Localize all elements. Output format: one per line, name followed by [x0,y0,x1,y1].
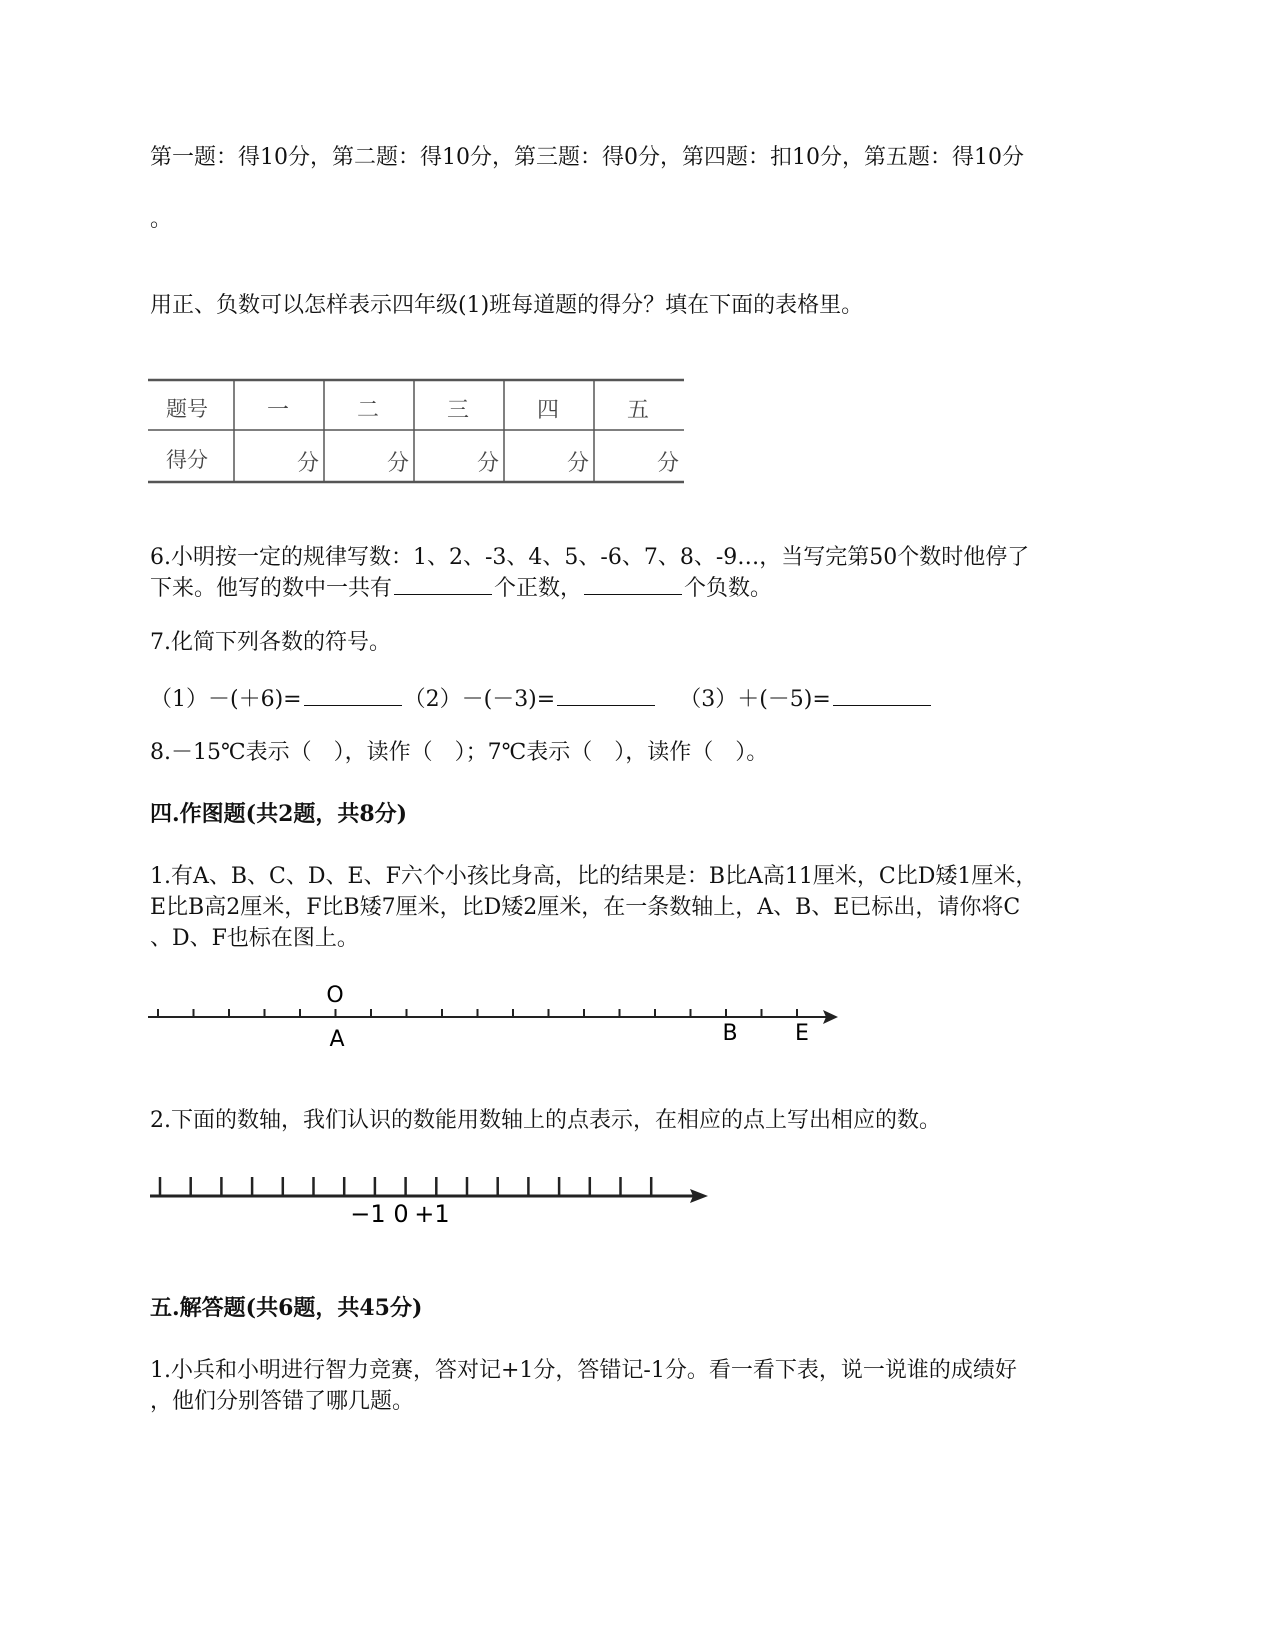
tick-label-plus-1: +1 [414,1200,450,1228]
q7-title: 7.化简下列各数的符号。 [150,630,391,655]
q6-line1: 6.小明按一定的规律写数：1、2、-3、4、5、-6、7、8、-9…，当写完第50个数时他停了 [150,545,1030,570]
q7-part1: （1）－(＋6)= [150,687,302,712]
section4-title: 四.作图题(共2题，共8分) [150,801,408,827]
table-unit-3: 分 [477,450,500,475]
number-line-1 [140,980,850,1055]
table-question: 用正、负数可以怎样表示四年级(1)班每道题的得分？填在下面的表格里。 [150,293,864,318]
table-unit-4: 分 [567,450,590,475]
q7-blank-2[interactable] [557,683,655,706]
table-col-1: 一 [267,397,290,422]
d1-line1: 1.有A、B、C、D、E、F六个小孩比身高，比的结果是：B比A高11厘米，C比D矮1厘米， [150,864,1038,889]
score-table [148,378,688,488]
q8: 8.－15℃表示（ ），读作（ ）；7℃表示（ ），读作（ ）。 [150,740,769,765]
point-e-label: E [795,1021,809,1046]
q6-line2 [150,572,772,604]
table-col-5: 五 [627,397,650,422]
point-a-label: A [329,1027,345,1052]
table-unit-2: 分 [387,450,410,475]
q6-blank-negative[interactable] [584,572,682,595]
origin-label: O [326,983,344,1008]
q6-blank-positive[interactable] [394,572,492,595]
d1-line3: 、D、F也标在图上。 [150,926,359,951]
q7-part3: （3）＋(－5)= [679,687,831,712]
number-line-2 [140,1165,720,1235]
table-unit-1: 分 [297,450,320,475]
scores-period: 。 [150,207,173,232]
a1-line1: 1.小兵和小明进行智力竞赛，答对记+1分，答错记-1分。看一看下表，说一说谁的成绩好 [150,1358,1017,1383]
tick-label-minus-1: −1 [350,1200,386,1228]
table-unit-5: 分 [657,450,680,475]
q7-part2: （2）－(－3)= [403,687,556,712]
d2-text: 2.下面的数轴，我们认识的数能用数轴上的点表示，在相应的点上写出相应的数。 [150,1108,941,1133]
scores-line: 第一题：得10分，第二题：得10分，第三题：得0分，第四题：扣10分，第五题：得10分 [150,145,1024,170]
q6-text-a: 下来。他写的数中一共有 [150,576,393,601]
tick-label-zero: 0 [393,1200,409,1228]
table-header-question-no: 题号 [166,397,208,421]
table-col-4: 四 [537,397,560,422]
q7-blank-1[interactable] [304,683,402,706]
table-header-score: 得分 [166,448,208,472]
table-col-3: 三 [447,397,470,422]
point-b-label: B [722,1021,738,1046]
d1-line2: E比B高2厘米，F比B矮7厘米，比D矮2厘米，在一条数轴上，A、B、E已标出，请你将C [150,895,1021,920]
a1-line2: ，他们分别答错了哪几题。 [150,1389,415,1414]
table-col-2: 二 [357,397,380,422]
section5-title: 五.解答题(共6题，共45分) [150,1295,423,1321]
q7-parts [150,683,933,715]
q6-text-b: 个正数， [494,576,583,601]
q7-blank-3[interactable] [833,683,931,706]
q6-text-c: 个负数。 [684,576,773,601]
